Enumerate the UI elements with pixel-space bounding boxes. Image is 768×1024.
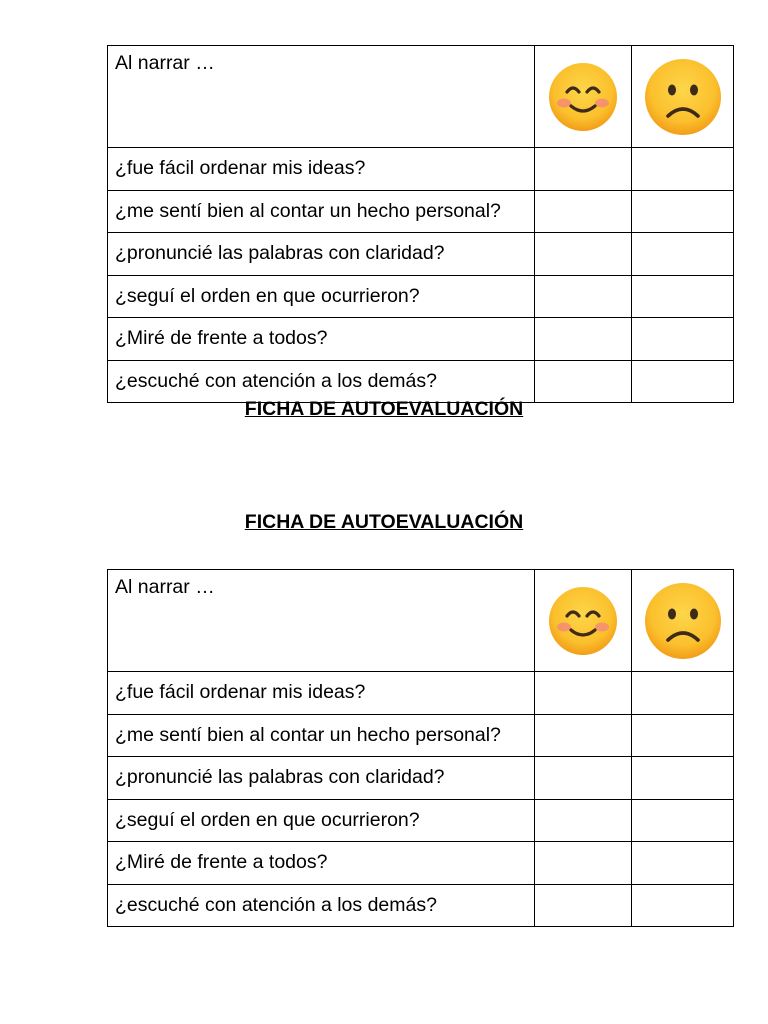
happy-check-cell[interactable] — [535, 360, 632, 403]
question-cell: ¿Miré de frente a todos? — [108, 318, 535, 361]
sad-check-cell[interactable] — [632, 672, 734, 715]
frowning-face-icon — [643, 57, 723, 137]
prompt-cell: Al narrar … — [108, 46, 535, 148]
frowning-face-icon — [643, 581, 723, 661]
question-cell: ¿me sentí bien al contar un hecho personal? — [108, 714, 535, 757]
table-row — [108, 714, 734, 757]
question-cell: ¿seguí el orden en que ocurrieron? — [108, 275, 535, 318]
happy-check-cell[interactable] — [535, 842, 632, 885]
header-row — [108, 570, 734, 672]
question-cell: ¿fue fácil ordenar mis ideas? — [108, 148, 535, 191]
table-row — [108, 148, 734, 191]
happy-check-cell[interactable] — [535, 275, 632, 318]
happy-column-header — [535, 570, 632, 672]
table-row — [108, 360, 734, 403]
happy-check-cell[interactable] — [535, 148, 632, 191]
smiling-face-icon — [547, 585, 619, 657]
sad-check-cell[interactable] — [632, 148, 734, 191]
question-cell: ¿Miré de frente a todos? — [108, 842, 535, 885]
sad-check-cell[interactable] — [632, 757, 734, 800]
happy-check-cell[interactable] — [535, 190, 632, 233]
question-cell: ¿fue fácil ordenar mis ideas? — [108, 672, 535, 715]
happy-check-cell[interactable] — [535, 714, 632, 757]
evaluation-table-1 — [107, 45, 734, 403]
sad-check-cell[interactable] — [632, 714, 734, 757]
sad-column-header — [632, 46, 734, 148]
sad-check-cell[interactable] — [632, 275, 734, 318]
table-row — [108, 799, 734, 842]
evaluation-table-2 — [107, 569, 734, 927]
happy-check-cell[interactable] — [535, 672, 632, 715]
table-row — [108, 275, 734, 318]
table-row — [108, 233, 734, 276]
sad-check-cell[interactable] — [632, 233, 734, 276]
happy-check-cell[interactable] — [535, 757, 632, 800]
table-row — [108, 190, 734, 233]
table-row — [108, 842, 734, 885]
question-cell: ¿pronuncié las palabras con claridad? — [108, 757, 535, 800]
sad-check-cell[interactable] — [632, 842, 734, 885]
table-row — [108, 757, 734, 800]
smiling-face-icon — [547, 61, 619, 133]
question-cell: ¿escuché con atención a los demás? — [108, 360, 535, 403]
question-cell: ¿me sentí bien al contar un hecho personal? — [108, 190, 535, 233]
question-cell: ¿escuché con atención a los demás? — [108, 884, 535, 927]
sad-check-cell[interactable] — [632, 799, 734, 842]
prompt-cell: Al narrar … — [108, 570, 535, 672]
happy-check-cell[interactable] — [535, 799, 632, 842]
sad-check-cell[interactable] — [632, 884, 734, 927]
sheet-title: FICHA DE AUTOEVALUACIÓN — [244, 398, 524, 420]
happy-check-cell[interactable] — [535, 884, 632, 927]
sad-check-cell[interactable] — [632, 360, 734, 403]
happy-check-cell[interactable] — [535, 233, 632, 276]
question-cell: ¿pronuncié las palabras con claridad? — [108, 233, 535, 276]
table-row — [108, 884, 734, 927]
table-row — [108, 672, 734, 715]
sad-column-header — [632, 570, 734, 672]
header-row — [108, 46, 734, 148]
sheet-title: FICHA DE AUTOEVALUACIÓN — [244, 511, 524, 533]
table-row — [108, 318, 734, 361]
happy-check-cell[interactable] — [535, 318, 632, 361]
sad-check-cell[interactable] — [632, 318, 734, 361]
sad-check-cell[interactable] — [632, 190, 734, 233]
happy-column-header — [535, 46, 632, 148]
question-cell: ¿seguí el orden en que ocurrieron? — [108, 799, 535, 842]
